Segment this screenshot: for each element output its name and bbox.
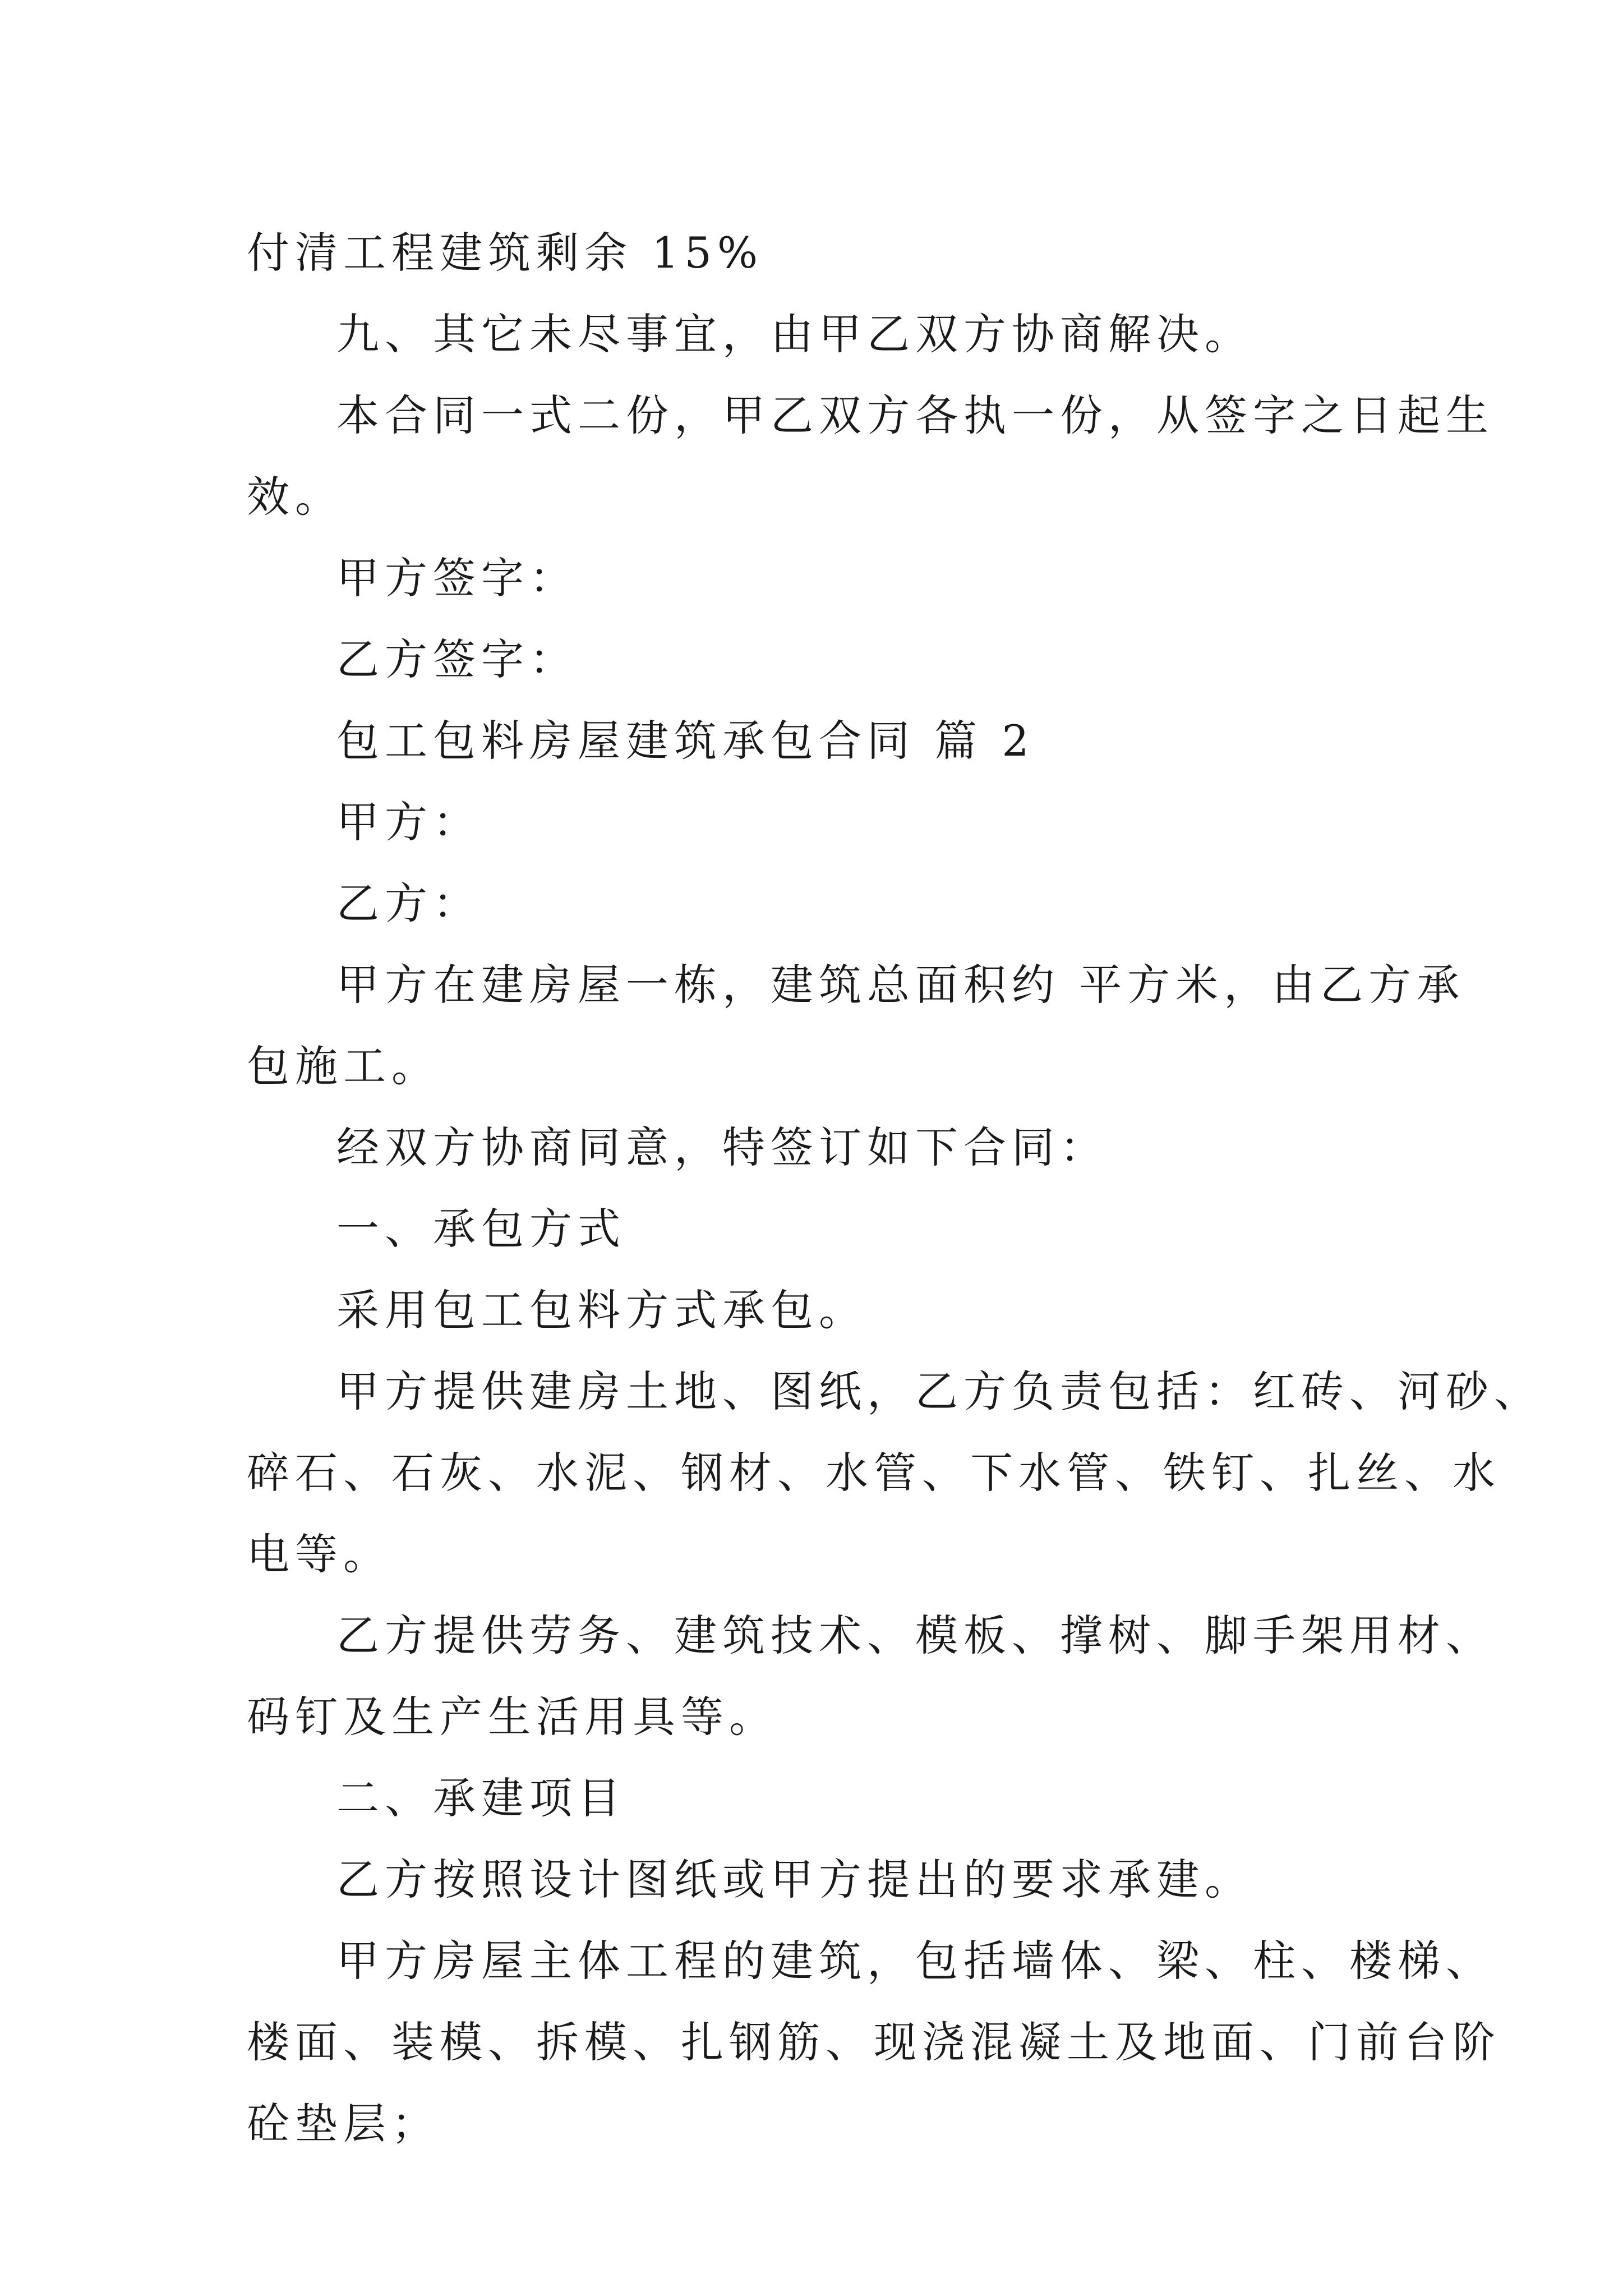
text-line: 乙方按照设计图纸或甲方提出的要求承建。	[336, 1855, 1253, 1904]
text-line: 效。	[247, 472, 343, 522]
text-line: 二、承建项目	[336, 1773, 626, 1823]
text-line: 付清工程建筑剩余 15%	[247, 228, 764, 278]
text-line: 甲方签字：	[336, 553, 578, 603]
text-line: 砼垫层；	[247, 2099, 440, 2148]
text-line: 乙方：	[336, 878, 481, 928]
text-line: 甲方提供建房土地、图纸，乙方负责包括：红砖、河砂、	[336, 1366, 1542, 1416]
text-line: 碎石、石灰、水泥、钢材、水管、下水管、铁钉、扎丝、水	[247, 1448, 1501, 1498]
text-line: 甲方在建房屋一栋，建筑总面积约 平方米，由乙方承	[336, 960, 1465, 1010]
text-line: 码钉及生产生活用具等。	[247, 1692, 777, 1742]
contract-text	[247, 212, 1542, 2164]
text-line: 包施工。	[247, 1041, 440, 1091]
text-line: 一、承包方式	[336, 1204, 626, 1254]
text-line: 电等。	[247, 1529, 391, 1579]
text-line: 乙方提供劳务、建筑技术、模板、撑树、脚手架用材、	[336, 1611, 1494, 1660]
text-line: 本合同一式二份，甲乙双方各执一份，从签字之日起生	[336, 390, 1494, 440]
text-line: 包工包料房屋建筑承包合同 篇 2	[336, 716, 1035, 766]
text-line: 楼面、装模、拆模、扎钢筋、现浇混凝土及地面、门前台阶	[247, 2017, 1501, 2067]
text-line: 采用包工包料方式承包。	[336, 1285, 867, 1335]
text-line: 甲方：	[336, 797, 481, 847]
text-line: 九、其它未尽事宜，由甲乙双方协商解决。	[336, 309, 1253, 359]
text-line: 乙方签字：	[336, 634, 578, 684]
text-line: 经双方协商同意，特签订如下合同：	[336, 1122, 1108, 1172]
text-line: 甲方房屋主体工程的建筑，包括墙体、梁、柱、楼梯、	[336, 1936, 1494, 1986]
